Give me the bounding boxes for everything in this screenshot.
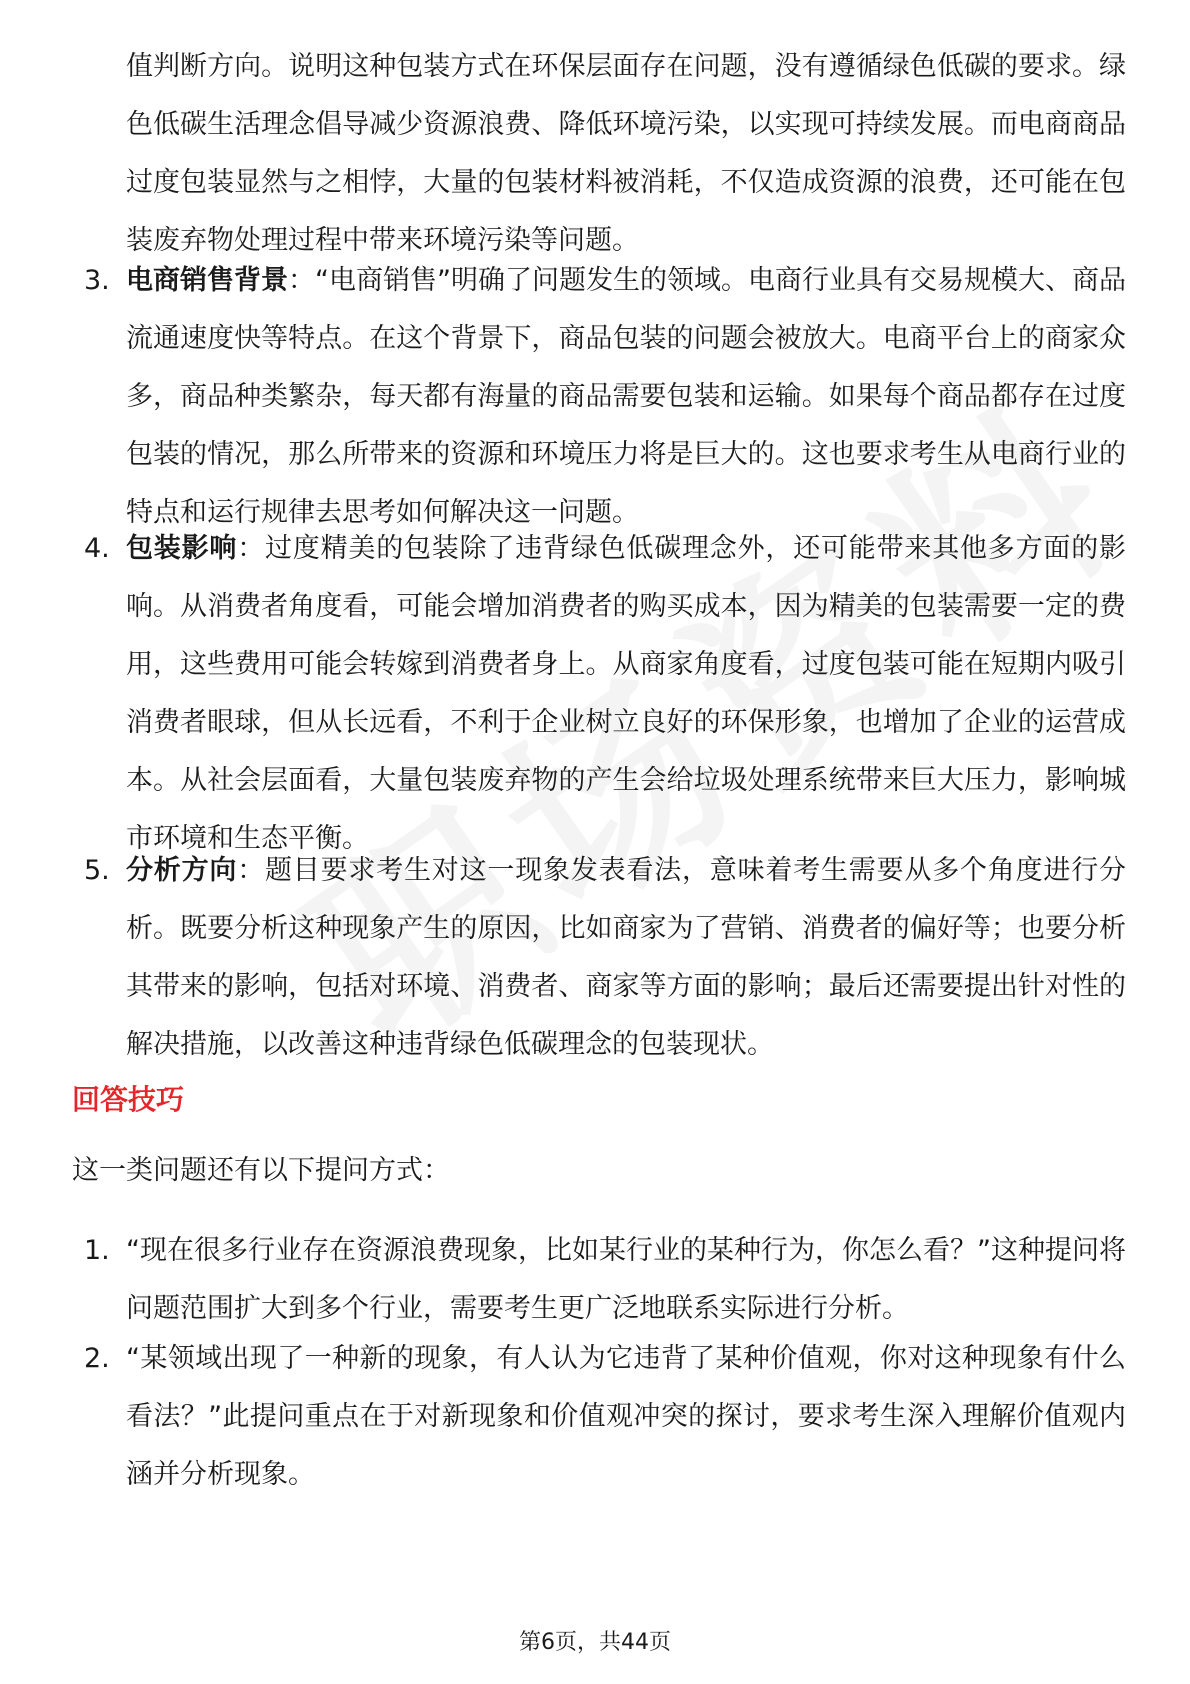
- item-text: “某领域出现了一种新的现象，有人认为它违背了某种价值观，你对这种现象有什么看法？”此提问重点在于对新现象和价值观冲突的探讨，要求考生深入理解价值观内涵并分析现象。: [126, 1343, 1126, 1490]
- analysis-item-5: [84, 842, 1127, 1074]
- item-text: “现在很多行业存在资源浪费现象，比如某行业的某种行为，你怎么看？”这种提问将问题范围扩大到多个行业，需要考生更广泛地联系实际进行分析。: [126, 1235, 1126, 1324]
- list-number: 4.: [84, 533, 110, 564]
- question-item-2: [84, 1330, 1126, 1504]
- section-heading: 回答技巧: [72, 1083, 185, 1116]
- analysis-item-4: [84, 520, 1127, 868]
- item-title: 电商销售背景: [126, 265, 289, 296]
- item-text: ：“电商销售”明确了问题发生的领域。电商行业具有交易规模大、商品流通速度快等特点。在这个背景下，商品包装的问题会被放大。电商平台上的商家众多，商品种类繁杂，每天都有海量的商品需要包装和运输。如果每个商品都存在过度包装的情况，那么所带来的资源和环境压力将是巨大的。这也要求考生从电商行业的特点和运行规律去思考如何解决这一问题。: [126, 265, 1127, 528]
- list-number: 3.: [84, 265, 110, 296]
- intro-line: 这一类问题还有以下提问方式：: [72, 1155, 450, 1186]
- list-number: 1.: [84, 1235, 110, 1266]
- continuation-paragraph: 值判断方向。说明这种包装方式在环保层面存在问题，没有遵循绿色低碳的要求。绿色低碳生活理念倡导减少资源浪费、降低环境污染，以实现可持续发展。而电商商品过度包装显然与之相悖，大量的包装材料被消耗，不仅造成资源的浪费，还可能在包装废弃物处理过程中带来环境污染等问题。: [126, 51, 1126, 256]
- list-number: 2.: [84, 1343, 110, 1374]
- list-number: 5.: [84, 855, 110, 886]
- item-text: ：过度精美的包装除了违背绿色低碳理念外，还可能带来其他多方面的影响。从消费者角度看，可能会增加消费者的购买成本，因为精美的包装需要一定的费用，这些费用可能会转嫁到消费者身上。从商家角度看，过度包装可能在短期内吸引消费者眼球，但从长远看，不利于企业树立良好的环保形象，也增加了企业的运营成本。从社会层面看，大量包装废弃物的产生会给垃圾处理系统带来巨大压力，影响城市环境和生态平衡。: [126, 533, 1127, 854]
- page-footer: 第6页，共44页: [519, 1630, 671, 1655]
- item-title: 包装影响: [126, 533, 238, 564]
- item-text: ：题目要求考生对这一现象发表看法，意味着考生需要从多个角度进行分析。既要分析这种现象产生的原因，比如商家为了营销、消费者的偏好等；也要分析其带来的影响，包括对环境、消费者、商家等方面的影响；最后还需要提出针对性的解决措施，以改善这种违背绿色低碳理念的包装现状。: [126, 855, 1127, 1060]
- question-item-1: [84, 1222, 1126, 1338]
- analysis-item-3: [84, 252, 1127, 542]
- item-title: 分析方向: [126, 855, 238, 886]
